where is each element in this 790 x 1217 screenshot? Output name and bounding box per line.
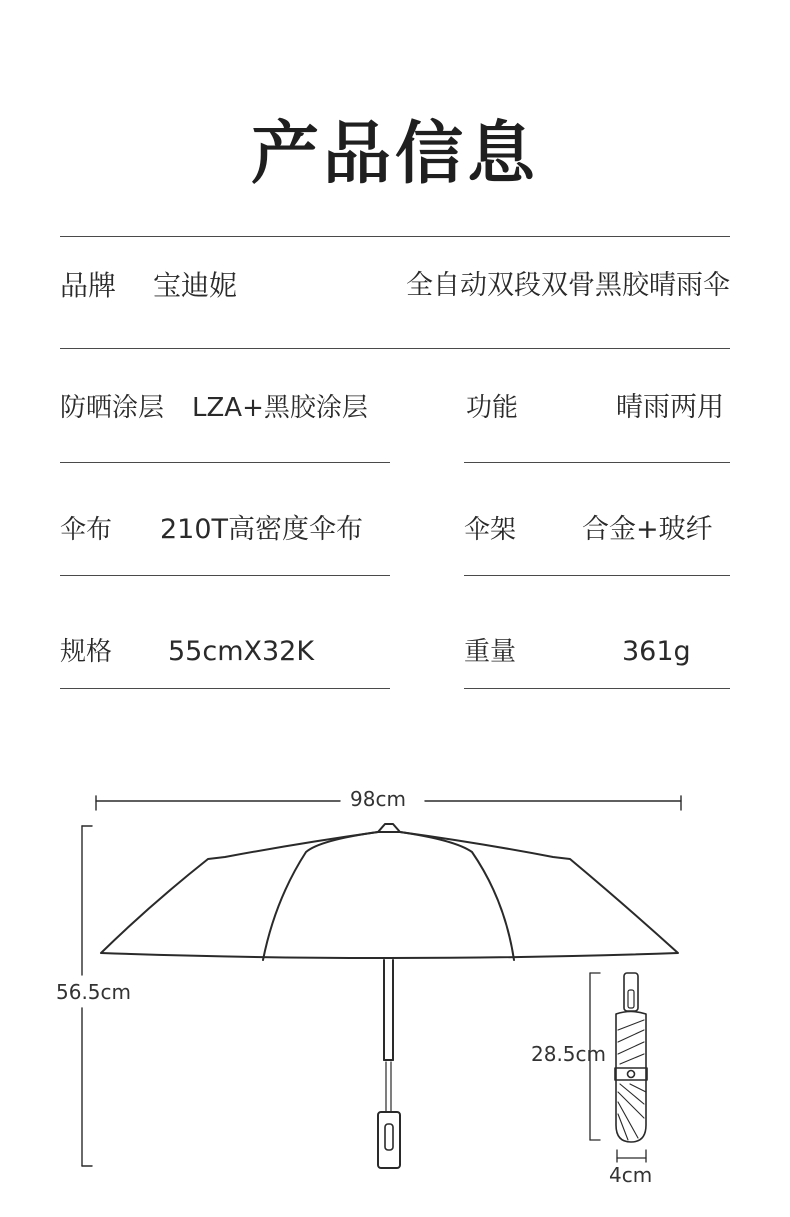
function-label: 功能 (466, 393, 519, 423)
page-title: 产品信息 (250, 115, 539, 194)
size-label: 规格 (60, 637, 113, 667)
frame-value: 合金+玻纤 (582, 514, 713, 545)
fabric-label: 伞布 (60, 515, 113, 545)
size-value: 55cmX32K (168, 636, 315, 667)
open-height-label: 56.5cm (56, 980, 132, 1004)
folded-umbrella-icon (590, 973, 647, 1162)
weight-value: 361g (622, 636, 691, 667)
weight-label: 重量 (464, 637, 517, 667)
uv-coating-value: LZA+黑胶涂层 (192, 393, 368, 423)
brand-label: 品牌 (60, 269, 117, 302)
uv-coating-label: 防晒涂层 (60, 393, 165, 423)
brand-value: 宝迪妮 (153, 269, 238, 302)
fabric-value: 210T高密度伞布 (160, 514, 364, 545)
open-umbrella-icon (101, 824, 678, 1168)
brand-description: 全自动双段双骨黑胶晴雨伞 (406, 270, 730, 301)
open-width-label: 98cm (350, 787, 406, 811)
function-value: 晴雨两用 (616, 392, 724, 423)
folded-length-label: 28.5cm (531, 1042, 607, 1066)
folded-width-label: 4cm (609, 1163, 653, 1187)
frame-label: 伞架 (464, 515, 517, 545)
